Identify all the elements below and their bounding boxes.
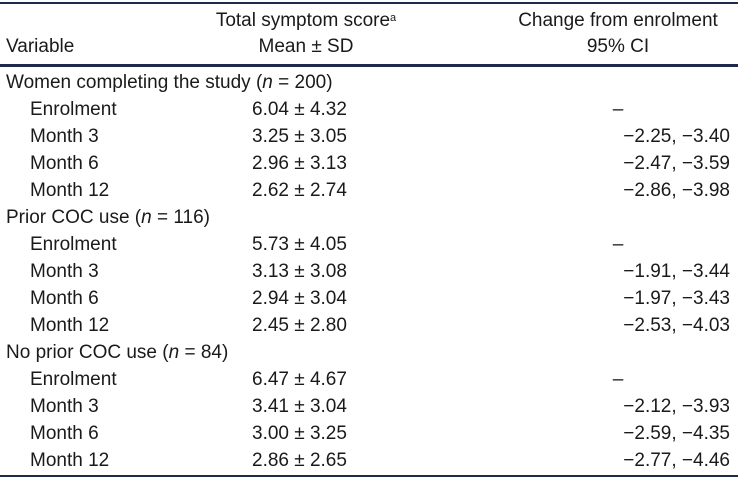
ci-cell: −2.77, −4.46 (623, 450, 730, 471)
header-score-footnote-marker: a (390, 12, 397, 24)
table-row (0, 232, 738, 259)
visit-cell: Month 6 (30, 153, 99, 174)
group-label-suffix: = 200) (272, 72, 333, 93)
group-row (0, 205, 738, 232)
mean-sd-cell: 6.47 ± 4.67 (252, 369, 347, 390)
header-95-ci: 95% CI (586, 36, 650, 57)
table-row (0, 421, 738, 448)
mean-sd-cell: 2.86 ± 2.65 (252, 450, 347, 471)
table-row (0, 97, 738, 124)
group-n-symbol: n (141, 207, 152, 228)
visit-cell: Month 12 (30, 450, 110, 471)
mean-sd-cell: 2.94 ± 3.04 (252, 288, 347, 309)
table-row (0, 259, 738, 286)
group-label-prefix: Women completing the study ( (6, 72, 263, 93)
table-row (0, 124, 738, 151)
ci-cell: −1.97, −3.43 (623, 288, 730, 309)
group-label-prefix: Prior COC use ( (6, 207, 142, 228)
visit-cell: Enrolment (30, 99, 117, 120)
group-label (6, 72, 333, 94)
mean-sd-cell: 2.62 ± 2.74 (252, 180, 347, 201)
mean-sd-cell: 2.45 ± 2.80 (252, 315, 347, 336)
ci-cell: −1.91, −3.44 (623, 261, 730, 282)
visit-cell: Month 3 (30, 396, 99, 417)
mean-sd-cell: 3.00 ± 3.25 (252, 423, 347, 444)
table-row (0, 178, 738, 205)
group-label (6, 207, 210, 229)
header-variable: Variable (6, 36, 75, 57)
visit-cell: Month 6 (30, 288, 99, 309)
ci-cell: −2.47, −3.59 (623, 153, 730, 174)
visit-cell: Month 6 (30, 423, 99, 444)
visit-cell: Month 3 (30, 261, 99, 282)
ci-cell: −2.86, −3.98 (623, 180, 730, 201)
mean-sd-cell: 6.04 ± 4.32 (252, 99, 347, 120)
mean-sd-cell: 2.96 ± 3.13 (252, 153, 347, 174)
group-label (6, 342, 228, 364)
group-row (0, 340, 738, 367)
group-n-symbol: n (262, 72, 273, 93)
group-label-suffix: = 84) (179, 342, 229, 363)
table-row (0, 151, 738, 178)
visit-cell: Month 3 (30, 126, 99, 147)
group-n-symbol: n (168, 342, 180, 363)
header-total-symptom-score (192, 10, 420, 32)
mean-sd-cell: 5.73 ± 4.05 (252, 234, 347, 255)
ci-cell: – (612, 99, 624, 120)
table-row (0, 313, 738, 340)
table-top-rule (0, 2, 738, 4)
table-bottom-rule (0, 475, 738, 477)
visit-cell: Enrolment (30, 234, 117, 255)
header-change-from-enrolment: Change from enrolment (518, 10, 718, 31)
mean-sd-cell: 3.25 ± 3.05 (252, 126, 347, 147)
group-label-suffix: = 116) (151, 207, 210, 228)
table-row (0, 286, 738, 313)
table-header-rule (0, 64, 738, 67)
ci-cell: −2.25, −3.40 (623, 126, 730, 147)
visit-cell: Month 12 (30, 315, 110, 336)
header-mean-sd: Mean ± SD (258, 36, 354, 57)
mean-sd-cell: 3.13 ± 3.08 (252, 261, 347, 282)
table-row (0, 394, 738, 421)
table-row (0, 448, 738, 475)
ci-cell: −2.12, −3.93 (623, 396, 730, 417)
ci-cell: – (612, 369, 624, 390)
header-score-label: Total symptom score (215, 10, 391, 31)
ci-cell: −2.59, −4.35 (623, 423, 730, 444)
visit-cell: Month 12 (30, 180, 110, 201)
ci-cell: – (612, 234, 624, 255)
table-body (0, 70, 738, 475)
group-label-prefix: No prior COC use ( (6, 342, 169, 363)
table-row (0, 367, 738, 394)
group-row (0, 70, 738, 97)
visit-cell: Enrolment (30, 369, 117, 390)
mean-sd-cell: 3.41 ± 3.04 (252, 396, 347, 417)
ci-cell: −2.53, −4.03 (623, 315, 730, 336)
